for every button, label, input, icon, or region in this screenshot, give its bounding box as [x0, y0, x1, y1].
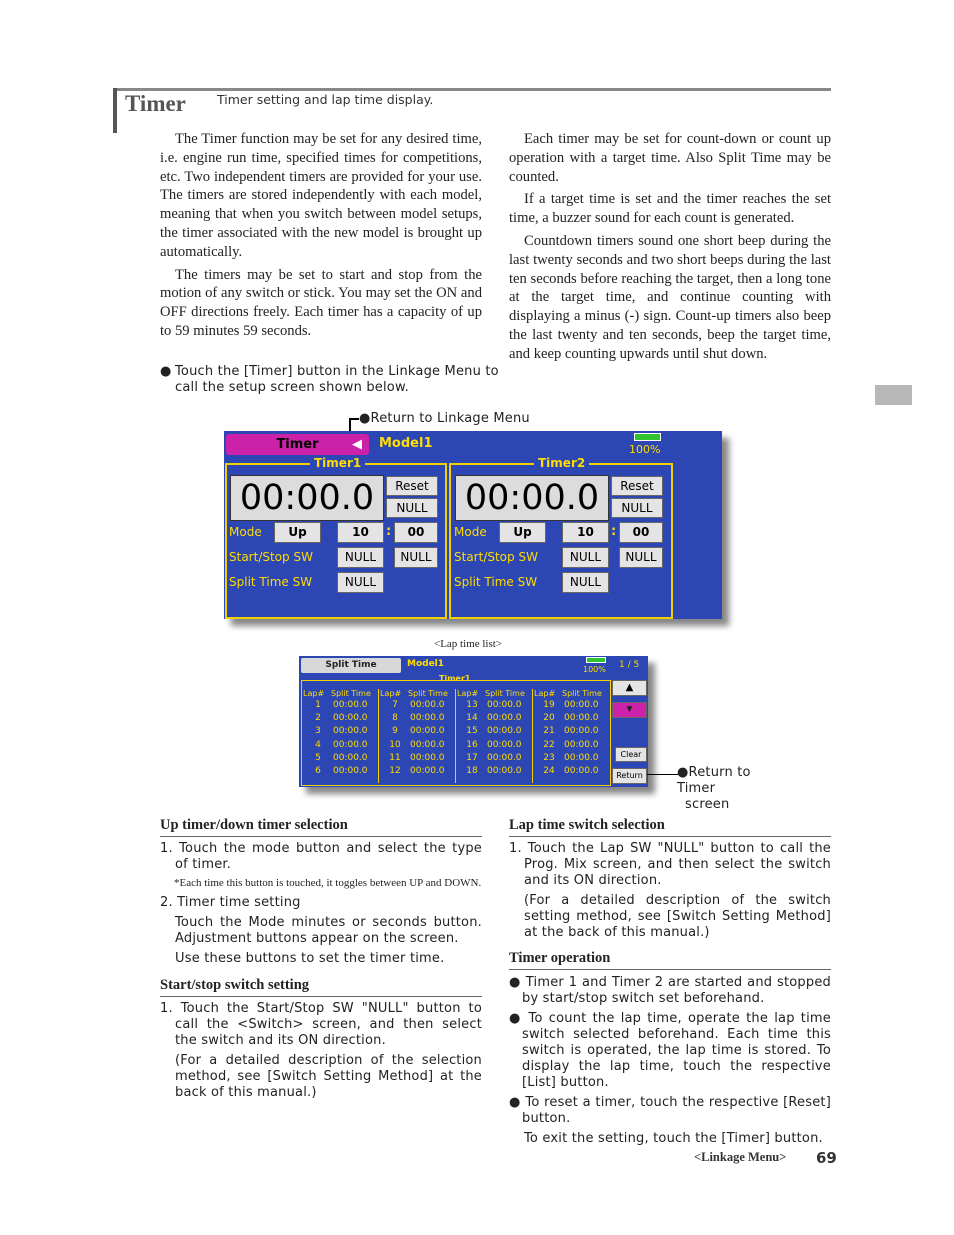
lap-time: 00:00.0 [564, 739, 599, 750]
lap-number: 8 [392, 713, 398, 724]
timer2-start-label: Start/Stop SW [454, 550, 538, 564]
updown-step1: 1. Touch the mode button and select the type of timer. [160, 841, 482, 872]
lap-number: 2 [315, 713, 321, 724]
timer1-mode-label: Mode [229, 525, 262, 539]
lap-column [534, 689, 609, 778]
intro-left-p2: The timers may be set to start and stop from the motion of any switch or stick. You may set the ON and OFF directions freely. Each timer has a capacity of up to 59 minutes 59 seconds. [160, 266, 482, 339]
lap-row [534, 725, 609, 738]
section-updown-title: Up timer/down timer selection [160, 817, 482, 837]
speaker-icon: ◀ [352, 436, 362, 451]
footer-section: <Linkage Menu> [694, 1150, 787, 1164]
side-tab [875, 385, 912, 405]
callout-return-timer: ●Return to Timer screen [677, 765, 751, 812]
lap-time: 00:00.0 [333, 752, 368, 763]
lap-row [534, 699, 609, 712]
op-item3: ● To reset a timer, touch the respective [Reset] button. [509, 1095, 831, 1126]
lap-number: 6 [315, 765, 321, 776]
lap-number: 13 [466, 700, 478, 710]
lap-time: 00:00.0 [487, 700, 522, 710]
battery-level: 100% [629, 443, 661, 456]
page-number: 69 [816, 1149, 837, 1167]
intro-left [160, 130, 482, 345]
lap-row [457, 765, 532, 778]
lap-row [457, 752, 532, 765]
lap-number: 4 [315, 739, 321, 750]
timer2-colon: : [611, 524, 617, 539]
intro-left-p1: The Timer function may be set for any desired time, i.e. engine run time, specified times for competitions, etc. Two independent timers are provided for your use. The timers are stored independently with each model, meaning that when you switch between model setups, the timer associated with the new model is brought up automatically. [160, 131, 482, 260]
timer2-start-on-switch[interactable]: NULL [562, 547, 609, 568]
lap-number: 22 [543, 739, 555, 750]
right-sections [509, 817, 831, 1147]
lap-row [380, 712, 455, 725]
timer-screen [224, 431, 722, 619]
lap-number: 15 [466, 726, 478, 737]
timer2-title: Timer2 [534, 456, 589, 470]
clear-button[interactable]: Clear [615, 747, 647, 762]
lap-row [534, 752, 609, 765]
timer2-seconds-button[interactable]: 00 [619, 522, 663, 543]
section-startstop-title: Start/stop switch setting [160, 977, 482, 997]
lap-time: 00:00.0 [333, 739, 368, 750]
timer1-colon: : [386, 524, 392, 539]
lap-number: 23 [543, 752, 555, 763]
timer-tab-button[interactable]: Timer [226, 434, 369, 455]
timer2-mode-label: Mode [454, 525, 487, 539]
op-item3a: To exit the setting, touch the [Timer] button. [524, 1131, 823, 1146]
lap-number: 16 [466, 739, 478, 750]
updown-step2: 2. Timer time setting [160, 895, 301, 910]
timer1-start-label: Start/Stop SW [229, 550, 313, 564]
timer2-minutes-button[interactable]: 10 [562, 522, 609, 543]
lap-number: 17 [466, 752, 478, 763]
lap-row [303, 765, 378, 778]
timer1-mode-button[interactable]: Up [274, 522, 321, 543]
timer1-title: Timer1 [310, 456, 365, 470]
header-rule [113, 88, 831, 91]
bullet: ● [160, 364, 172, 379]
lap-time: 00:00.0 [410, 765, 445, 776]
op-item1: ● Timer 1 and Timer 2 are started and stopped by start/stop switch set beforehand. [509, 975, 831, 1006]
startstop-step1a: (For a detailed description of the selection method, see [Switch Setting Method] at the back of this manual.) [175, 1053, 482, 1100]
scroll-up-button[interactable]: ▲ [612, 680, 647, 696]
lap-time: 00:00.0 [410, 713, 445, 724]
lap-time: 00:00.0 [564, 700, 599, 710]
lap-time: 00:00.0 [487, 713, 522, 724]
model-name: Model1 [379, 436, 433, 451]
callout-line-2 [647, 774, 680, 775]
lap-time: 00:00.0 [487, 739, 522, 750]
lap-time: 00:00.0 [410, 700, 445, 710]
lap-row [303, 739, 378, 752]
intro-right-p2: If a target time is set and the timer reaches the set time, a buzzer sound for each count is generated. [509, 191, 831, 227]
lap-time: 00:00.0 [564, 726, 599, 737]
model-name-2: Model1 [407, 659, 445, 669]
timer2-start-off-switch[interactable]: NULL [619, 547, 663, 568]
lap-column-divider [455, 689, 456, 783]
touch-note-text: Touch the [Timer] button in the Linkage Menu to call the setup screen shown below. [175, 364, 499, 395]
split-time-screen [299, 656, 648, 787]
section-lap-title: Lap time switch selection [509, 817, 831, 837]
timer2-split-label: Split Time SW [454, 575, 538, 589]
lap-row [457, 725, 532, 738]
lap-time: 00:00.0 [333, 713, 368, 724]
lap-number: 10 [389, 739, 401, 750]
lap-number: 3 [315, 726, 321, 737]
intro-right [509, 130, 831, 368]
lap-timer-name: Timer1 [439, 674, 471, 683]
lap-step1a: (For a detailed description of the switch setting method, see [Switch Setting Method] at the back of this manual.) [524, 893, 831, 940]
split-time-tab[interactable]: Split Time [301, 658, 401, 673]
timer1-minutes-button[interactable]: 10 [337, 522, 384, 543]
callout-line-h [349, 418, 359, 420]
lap-time: 00:00.0 [487, 726, 522, 737]
lap-caption: <Lap time list> [434, 638, 503, 650]
lap-row [380, 752, 455, 765]
section-op-title: Timer operation [509, 950, 831, 970]
lap-time: 00:00.0 [564, 765, 599, 776]
intro-right-p3: Countdown timers sound one short beep during the last twenty seconds and two short beeps during the last ten seconds before reaching the target, then a long tone at the target time, and continue counting with displaying a minus (-) sign. Count-up timers also beep the last twenty and ten seconds, beep the target time, and keep counting upwards until shut down. [509, 232, 831, 362]
lap-row [457, 699, 532, 712]
lap-number: 20 [543, 713, 555, 724]
timer2-split-switch[interactable]: NULL [562, 572, 609, 593]
lap-number: 1 [315, 700, 321, 710]
lap-header: Lap# Split Time [303, 689, 371, 698]
lap-time: 00:00.0 [333, 726, 368, 737]
lap-number: 5 [315, 752, 321, 763]
page-title: Timer [125, 91, 186, 116]
timer1-display: 00:00.0 [230, 475, 384, 521]
timer1-start-off-switch[interactable]: NULL [394, 547, 438, 568]
timer2-mode-button[interactable]: Up [499, 522, 546, 543]
lap-number: 9 [392, 726, 398, 737]
lap-row [303, 712, 378, 725]
scroll-down-button[interactable]: ▼ [612, 702, 647, 718]
callout-return-linkage: ●Return to Linkage Menu [359, 411, 530, 426]
lap-row [457, 712, 532, 725]
timer2-reset-button[interactable]: Reset [611, 476, 663, 496]
timer1-reset-button[interactable]: Reset [386, 476, 438, 496]
lap-row [534, 739, 609, 752]
return-button[interactable]: Return [612, 768, 647, 784]
lap-number: 12 [389, 765, 401, 776]
lap-time: 00:00.0 [333, 765, 368, 776]
lap-time: 00:00.0 [410, 726, 445, 737]
startstop-step1: 1. Touch the Start/Stop SW "NULL" button to call the <Switch> screen, and then select the switch and its ON direction. [160, 1001, 482, 1048]
lap-row [534, 712, 609, 725]
lap-header: Lap# Split Time [380, 689, 448, 698]
lap-number: 18 [466, 765, 478, 776]
updown-step2b: Use these buttons to set the timer time. [175, 951, 445, 966]
timer2-reset-switch[interactable]: NULL [611, 498, 663, 518]
lap-number: 21 [543, 726, 555, 737]
lap-time: 00:00.0 [487, 765, 522, 776]
lap-row [380, 739, 455, 752]
intro-right-p1: Each timer may be set for count-down or count up operation with a target time. Also Split Time may be counted. [509, 131, 831, 185]
left-sections [160, 817, 482, 1101]
lap-header: Lap# Split Time [457, 689, 525, 698]
lap-column [380, 689, 455, 778]
timer2-display: 00:00.0 [455, 475, 609, 521]
lap-time: 00:00.0 [410, 739, 445, 750]
battery-icon [634, 433, 661, 441]
touch-note [160, 364, 510, 396]
battery-icon-2 [586, 657, 606, 663]
lap-row [303, 752, 378, 765]
timer1-seconds-button[interactable]: 00 [394, 522, 438, 543]
lap-time: 00:00.0 [564, 713, 599, 724]
lap-header: Lap# Split Time [534, 689, 602, 698]
lap-row [457, 739, 532, 752]
lap-number: 14 [466, 713, 478, 724]
lap-number: 24 [543, 765, 555, 776]
updown-step2a: Touch the Mode minutes or seconds button. Adjustment buttons appear on the screen. [175, 915, 482, 946]
timer1-reset-switch[interactable]: NULL [386, 498, 438, 518]
timer1-split-switch[interactable]: NULL [337, 572, 384, 593]
lap-column [303, 689, 378, 778]
lap-column [457, 689, 532, 778]
lap-row [534, 765, 609, 778]
page-indicator: 1 / 5 [619, 660, 640, 670]
lap-step1: 1. Touch the Lap SW "NULL" button to call the Prog. Mix screen, and then select the switch and its ON direction. [509, 841, 831, 888]
lap-number: 19 [543, 700, 555, 710]
op-item2: ● To count the lap time, operate the lap time switch selected beforehand. Each time this switch is operated, the lap time is stored. To display the lap time, touch the respective [List] button. [509, 1011, 831, 1090]
lap-number: 11 [389, 752, 401, 763]
timer1-split-label: Split Time SW [229, 575, 313, 589]
lap-time: 00:00.0 [487, 752, 522, 763]
updown-note: *Each time this button is touched, it toggles between UP and DOWN. [174, 877, 482, 889]
lap-time: 00:00.0 [564, 752, 599, 763]
lap-row [303, 725, 378, 738]
lap-number: 7 [392, 700, 398, 710]
page-subtitle: Timer setting and lap time display. [217, 92, 434, 107]
lap-row [380, 765, 455, 778]
timer1-start-on-switch[interactable]: NULL [337, 547, 384, 568]
lap-row [303, 699, 378, 712]
lap-row [380, 699, 455, 712]
lap-time: 00:00.0 [333, 700, 368, 710]
lap-column-divider [532, 689, 533, 783]
lap-row [380, 725, 455, 738]
lap-time: 00:00.0 [410, 752, 445, 763]
header-bar [113, 88, 117, 133]
lap-column-divider [378, 689, 379, 783]
battery-level-2: 100% [583, 665, 606, 674]
